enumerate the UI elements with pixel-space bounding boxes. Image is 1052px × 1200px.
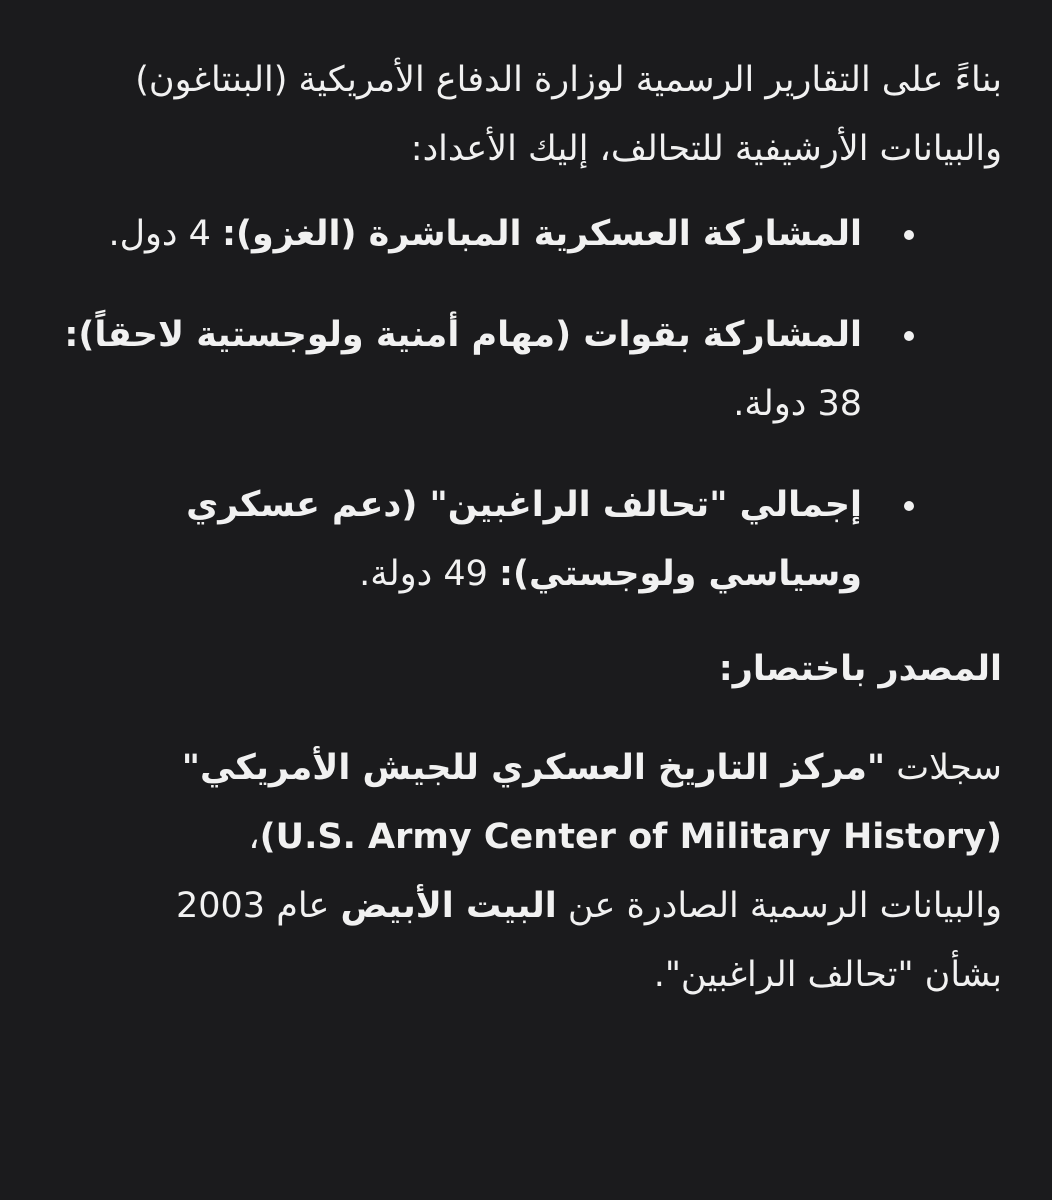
source-heading: المصدر باختصار:	[718, 649, 1002, 689]
source-white-house: البيت الأبيض	[340, 886, 557, 926]
finding-label: المشاركة بقوات (مهام أمنية ولوجستية لاحقاً):	[64, 315, 862, 355]
source-paragraph	[50, 734, 1002, 1010]
finding-item-direct-invasion	[50, 200, 862, 269]
finding-item-forces	[50, 301, 862, 439]
finding-value: 4 دول.	[108, 214, 211, 254]
finding-label: إجمالي "تحالف الراغبين" (دعم عسكري وسياسي ولوجستي):	[186, 485, 862, 594]
source-center-name-ar: "مركز التاريخ العسكري للجيش الأمريكي"	[181, 748, 886, 788]
source-suffix: عام 2003 بشأن "تحالف الراغبين".	[175, 886, 1002, 995]
findings-list	[50, 200, 1002, 609]
source-center-name-en: (U.S. Army Center of Military History)	[259, 817, 1002, 857]
finding-label: المشاركة العسكرية المباشرة (الغزو):	[222, 214, 862, 254]
finding-value: 49 دولة.	[359, 554, 488, 594]
finding-item-coalition-total	[50, 471, 862, 609]
finding-value: 38 دولة.	[733, 384, 862, 424]
source-prefix: سجلات	[885, 748, 1002, 788]
source-middle: ، والبيانات الرسمية الصادرة عن	[248, 817, 1002, 926]
intro-paragraph: بناءً على التقارير الرسمية لوزارة الدفاع الأمريكية (البنتاغون) والبيانات الأرشيفية للتحالف، إليك الأعداد:	[135, 60, 1002, 169]
